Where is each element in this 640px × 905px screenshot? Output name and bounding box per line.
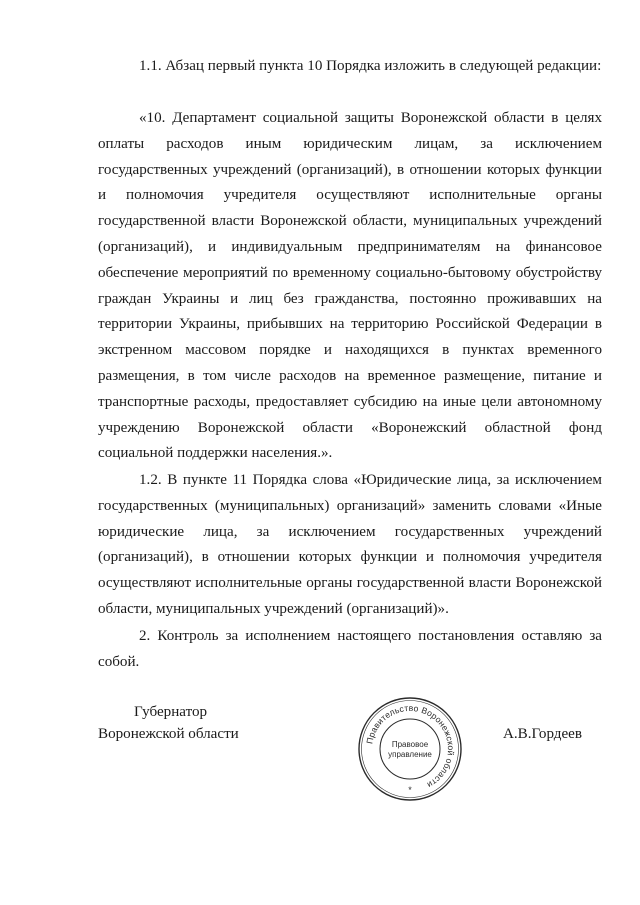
signatory-title-line1: Губернатор [134, 704, 208, 720]
signatory-name: А.В.Гордеев [503, 726, 583, 742]
seal-star-mark: * [408, 785, 412, 795]
paragraph-2: 2. Контроль за исполнением настоящего постановления оставляю за собой. [98, 628, 602, 670]
paragraph-quoted-10: «10. Департамент социальной защиты Воронежской области в целях оплаты расходов иным юридическим лицам, за исключением государственных учреждений (организаций), в отношении которых функции и полномочия учредителя осуществляют исполнительные органы государственной власти Воронежской области, муниципальных учреждений (организаций), и индивидуальным предпринимателям на финансовое обеспечение мероприятий по временному социально-бытовому обустройству граждан Украины и лиц без гражданства, постоянно проживавших на территории Украины, прибывших на территорию Российской Федерации в экстренном массовом порядке и находящихся в пунктах временного размещения, в том числе расходов на временное размещение, питание и транспортные расходы, предоставляет субсидию на иные цели автономному учреждению Воронежской области «Воронежский областной фонд социальной поддержки населения.». [98, 110, 602, 462]
signatory-title-line2: Воронежской области [98, 726, 239, 742]
seal-center-line2: управление [388, 750, 432, 759]
seal-center-line1: Правовое [391, 740, 429, 749]
paragraph-1-2: 1.2. В пункте 11 Порядка слова «Юридические лица, за исключением государственных (муниципальных) организаций» заменить словами «Иные юридические лица, за исключением государственных учреждений (организаций), в отношении которых функции и полномочия учредителя осуществляют исполнительные органы государственной власти Воронежской области, муниципальных учреждений (организаций)». [98, 472, 602, 617]
signatory-title [98, 701, 239, 745]
official-seal-stamp [357, 696, 463, 802]
paragraph-1-1: 1.1. Абзац первый пункта 10 Порядка изложить в следующей редакции: [139, 58, 602, 74]
seal-ring-text: Правительство Воронежской области [364, 702, 457, 791]
